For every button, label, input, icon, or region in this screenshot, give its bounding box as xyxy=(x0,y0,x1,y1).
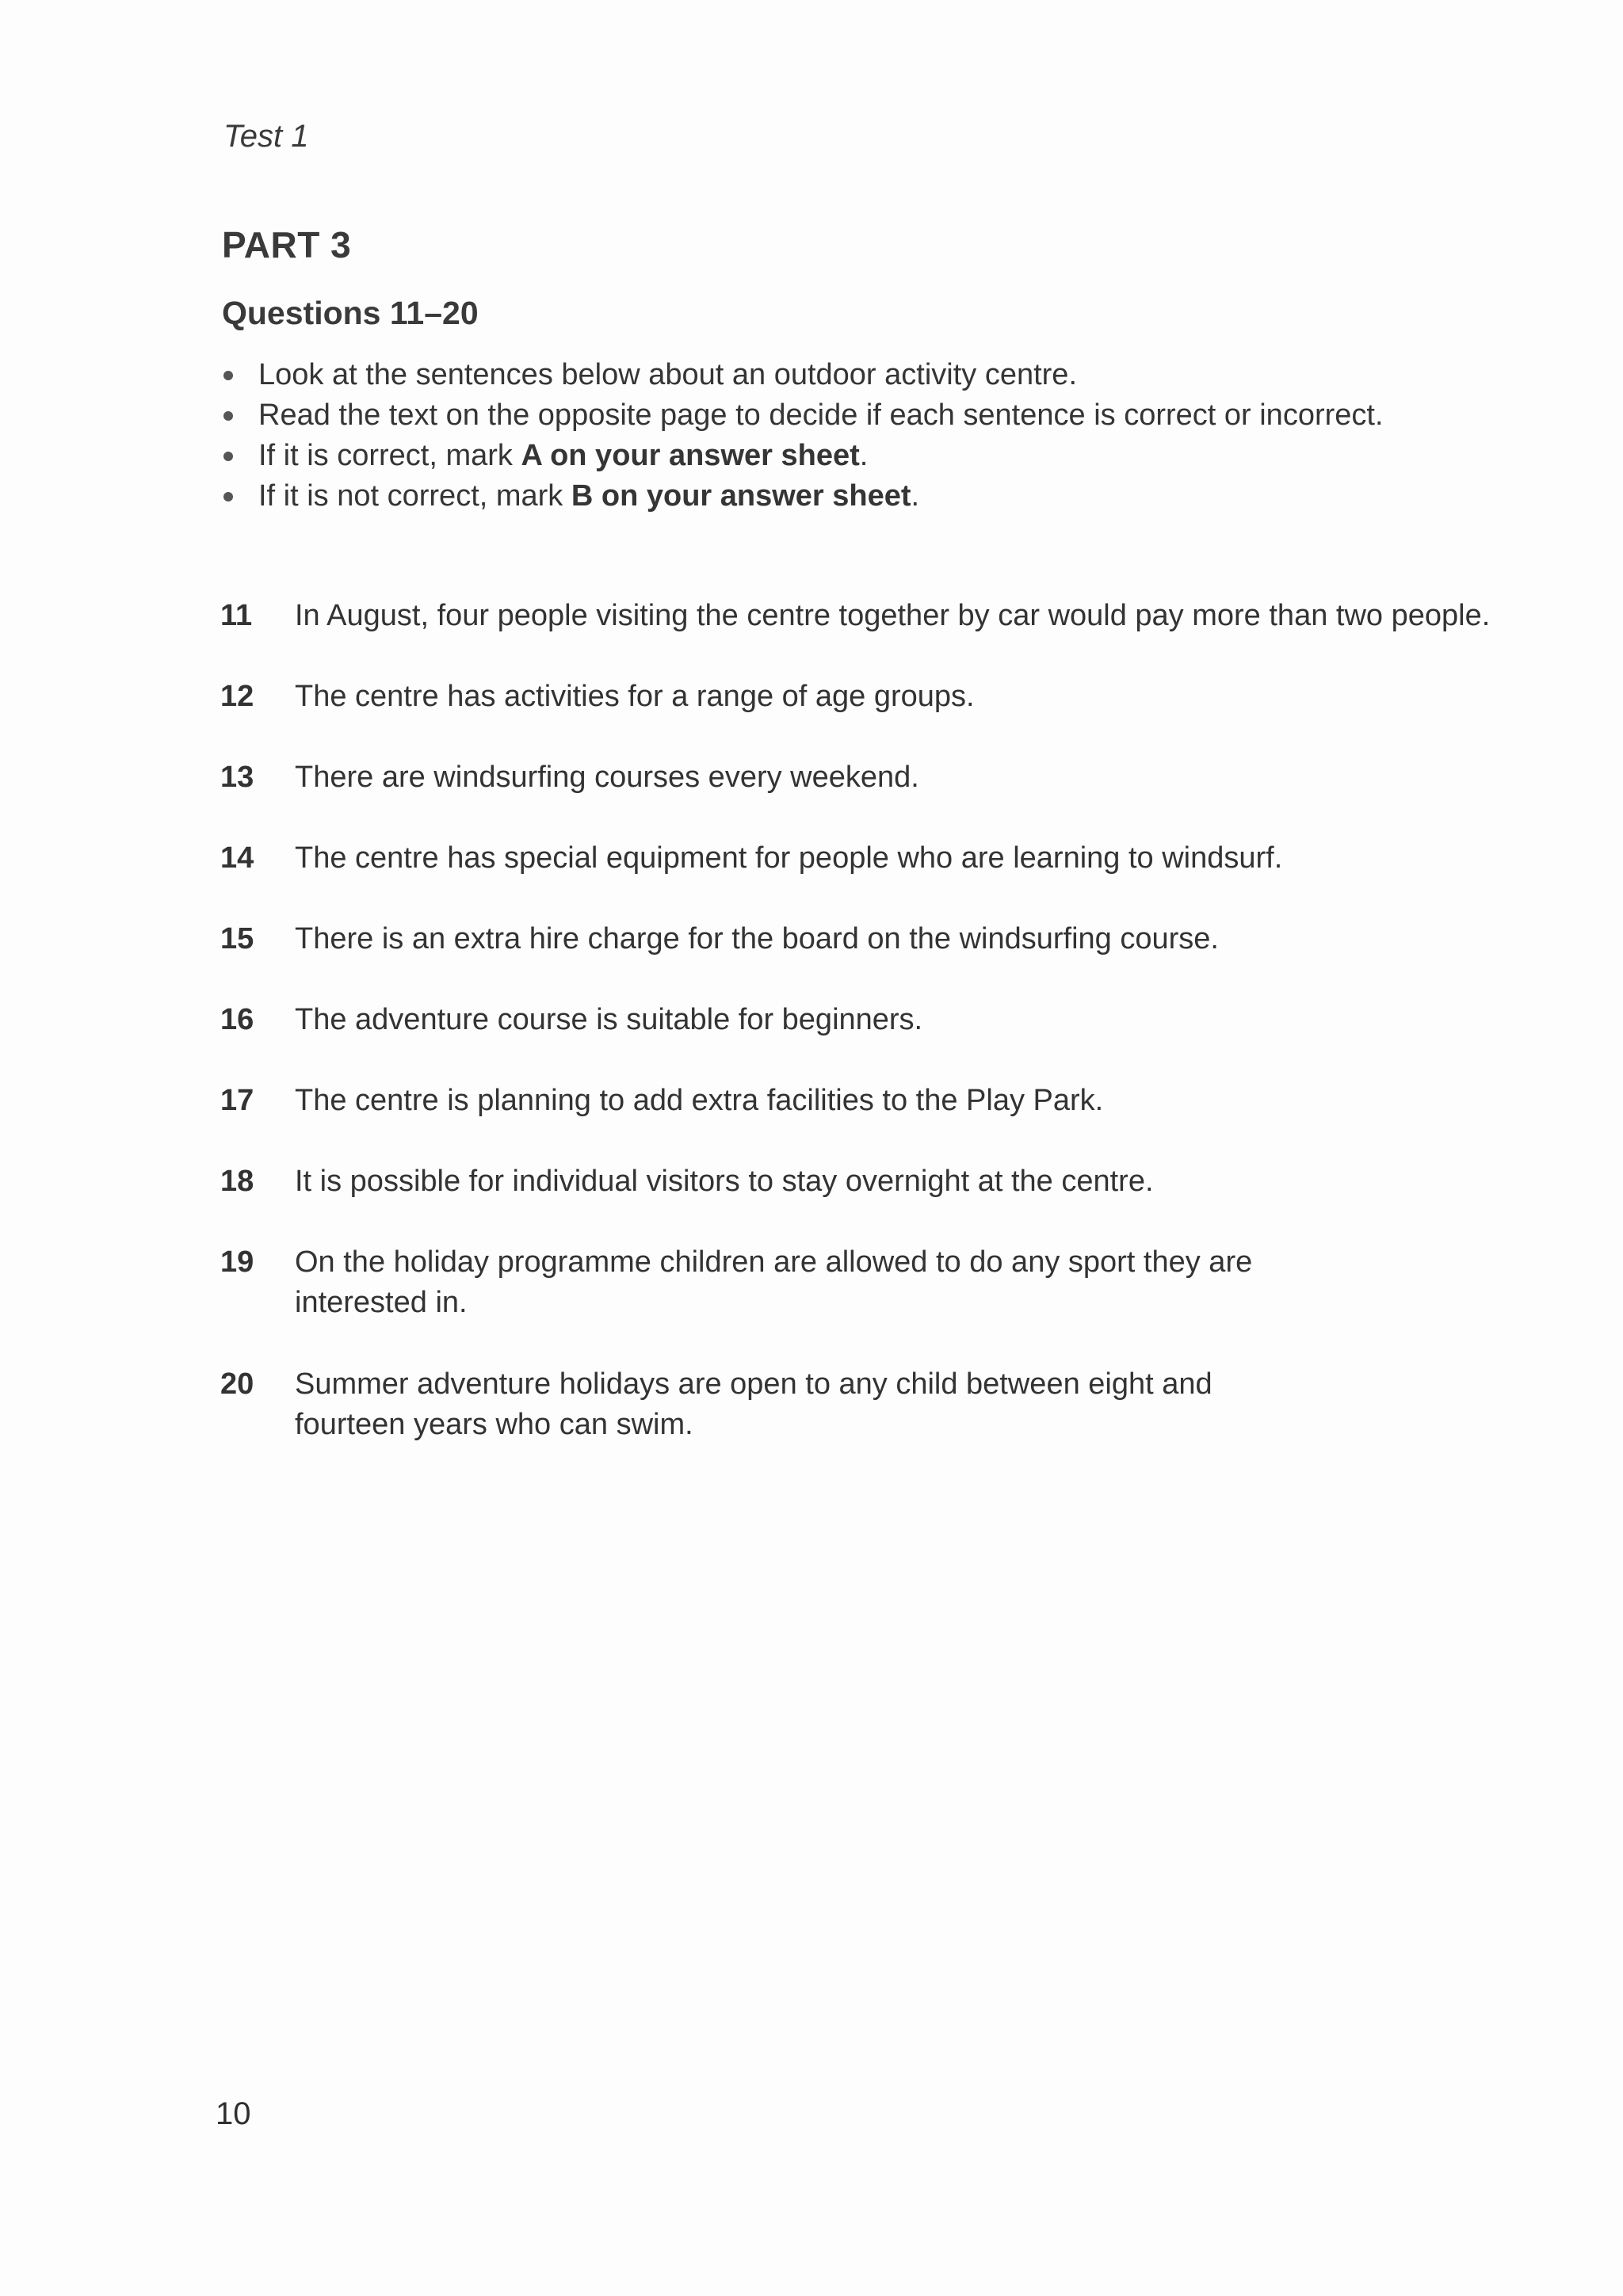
page-number: 10 xyxy=(216,2096,251,2131)
instructions-list xyxy=(222,355,1384,517)
instruction-item xyxy=(222,476,1384,517)
bullet-icon xyxy=(223,411,233,421)
instruction-text: If it is correct, mark xyxy=(258,439,521,472)
question-number: 14 xyxy=(220,841,254,875)
question-text: There is an extra hire charge for the board on the windsurfing course. xyxy=(295,922,1219,955)
question-number: 15 xyxy=(220,922,254,955)
bullet-icon xyxy=(223,452,233,461)
instruction-item xyxy=(222,395,1384,436)
question-text: On the holiday programme children are allowed to do any sport they are interested in. xyxy=(295,1245,1253,1319)
question-text: In August, four people visiting the centre together by car would pay more than two people. xyxy=(295,599,1491,632)
instruction-text: Look at the sentences below about an outdoor activity centre. xyxy=(258,358,1077,391)
instruction-end: . xyxy=(911,479,920,513)
question-number: 17 xyxy=(220,1084,254,1117)
running-head: Test 1 xyxy=(223,119,309,154)
question-text: The centre has special equipment for people who are learning to windsurf. xyxy=(295,841,1283,875)
instruction-text: If it is not correct, mark xyxy=(258,479,571,513)
instruction-item xyxy=(222,436,1384,476)
question-text: It is possible for individual visitors to stay overnight at the centre. xyxy=(295,1165,1154,1198)
instruction-text: Read the text on the opposite page to decide if each sentence is correct or incorrect. xyxy=(258,399,1384,432)
question-text: Summer adventure holidays are open to any child between eight and fourteen years who can swim. xyxy=(295,1367,1212,1441)
question-number: 11 xyxy=(220,599,253,632)
question-number: 19 xyxy=(220,1245,254,1279)
question-text: There are windsurfing courses every weekend. xyxy=(295,761,919,794)
questions-title: Questions 11–20 xyxy=(222,295,479,331)
question-number: 18 xyxy=(220,1165,254,1198)
question-number: 12 xyxy=(220,680,254,713)
bullet-icon xyxy=(223,492,233,502)
question-number: 20 xyxy=(220,1367,254,1401)
question-text: The centre has activities for a range of age groups. xyxy=(295,680,975,713)
question-number: 13 xyxy=(220,761,254,794)
instruction-emphasis: B on your answer sheet xyxy=(571,479,911,513)
instruction-item xyxy=(222,355,1384,395)
question-number: 16 xyxy=(220,1003,254,1036)
question-text: The adventure course is suitable for beginners. xyxy=(295,1003,923,1036)
question-text: The centre is planning to add extra facilities to the Play Park. xyxy=(295,1084,1104,1117)
instruction-emphasis: A on your answer sheet xyxy=(521,439,860,472)
part-title: PART 3 xyxy=(222,224,352,265)
bullet-icon xyxy=(223,371,233,380)
instruction-end: . xyxy=(859,439,869,472)
